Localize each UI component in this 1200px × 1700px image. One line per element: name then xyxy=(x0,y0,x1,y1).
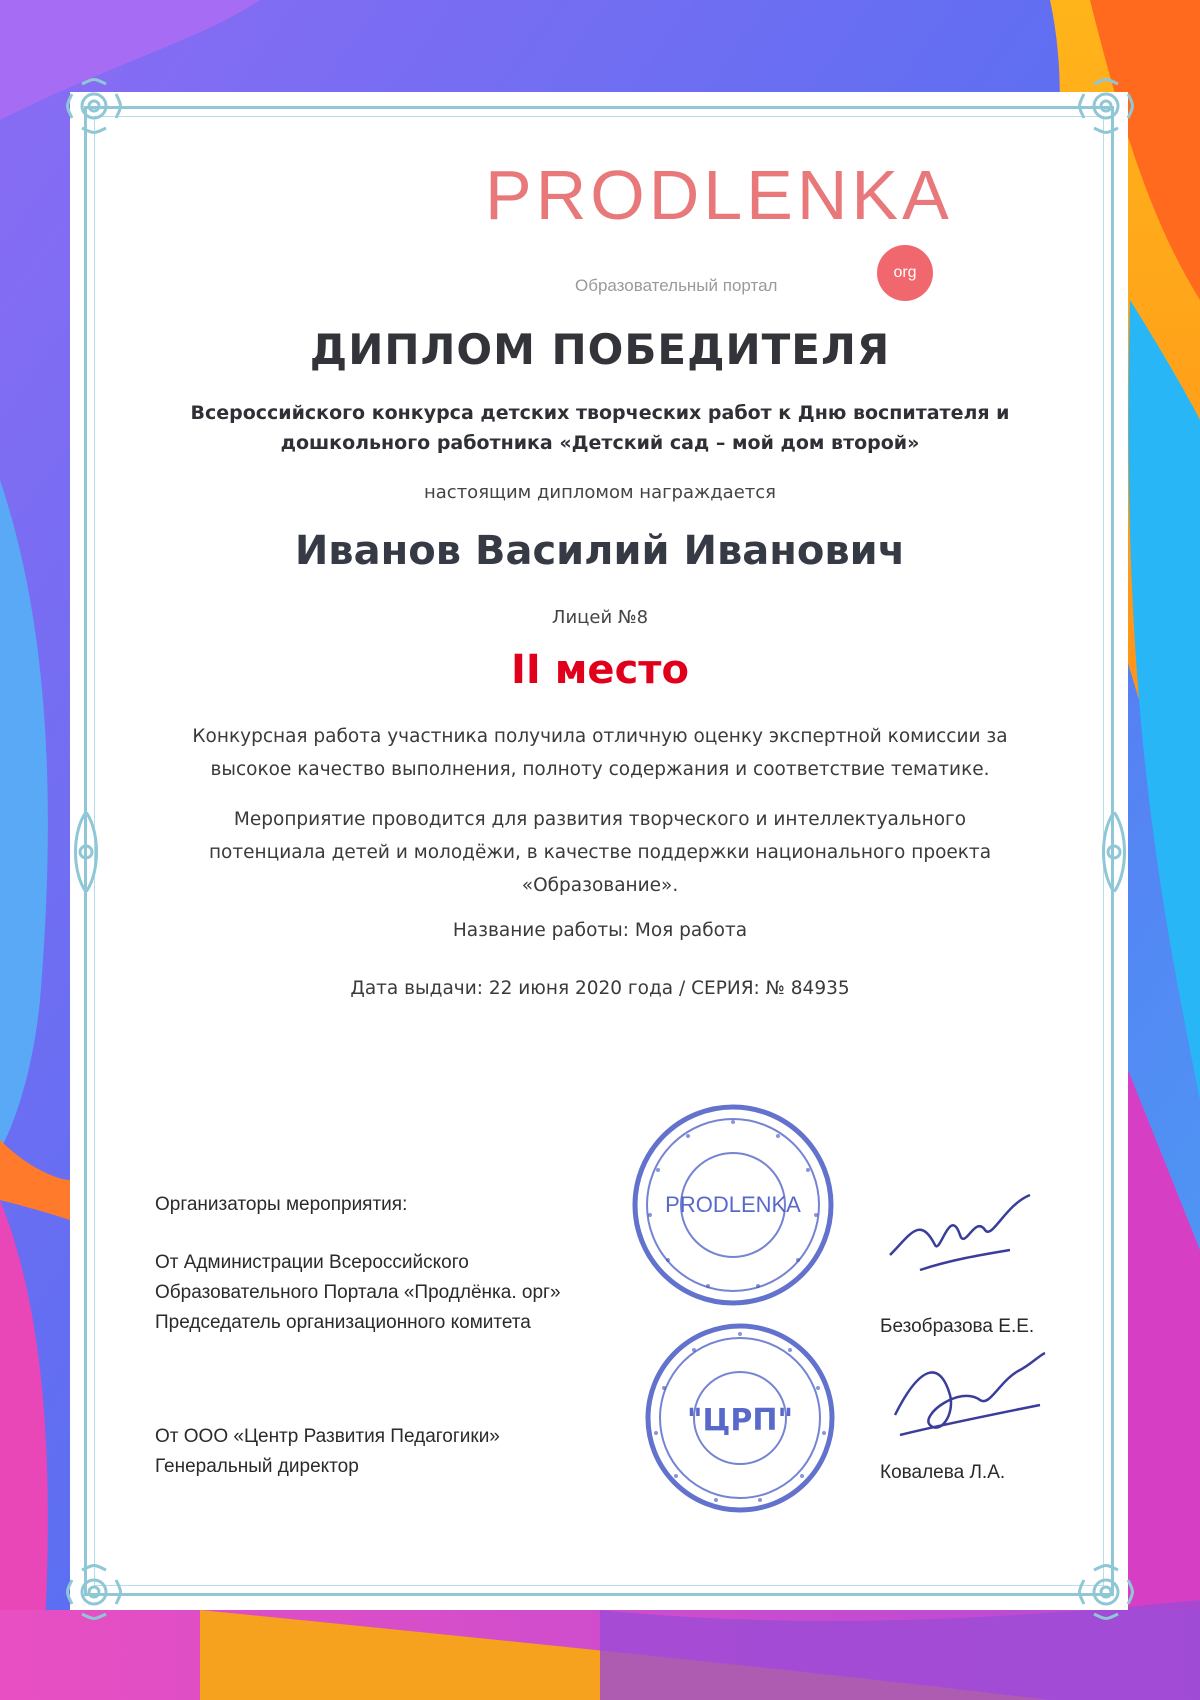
corner-ornament-icon xyxy=(1074,74,1138,138)
organizer-line: Образовательного Портала «Продлёнка. орг» xyxy=(155,1282,561,1303)
organizer-line: Председатель организационного комитета xyxy=(155,1312,531,1333)
organizer-2-block xyxy=(155,1422,500,1482)
corner-ornament-icon xyxy=(62,74,126,138)
organizer-line: От Администрации Всероссийского xyxy=(155,1252,469,1273)
logo-brand: PRODLENKA xyxy=(485,156,953,234)
subtitle-line: Всероссийского конкурса детских творческих работ к Дню воспитателя и xyxy=(190,402,1010,424)
crp-stamp xyxy=(640,1318,840,1518)
award-place: II место xyxy=(511,647,689,693)
logo-tagline: Образовательный портал xyxy=(575,276,778,295)
organizer-1-block xyxy=(155,1248,561,1338)
side-ornament-icon xyxy=(1094,812,1134,892)
signature-2 xyxy=(880,1345,1050,1455)
logo-tld-badge: org xyxy=(877,245,933,301)
stamp-1-text: PRODLENKA xyxy=(665,1192,801,1217)
corner-ornament-icon xyxy=(62,1560,126,1624)
work-name: Название работы: Моя работа xyxy=(452,920,748,941)
paragraph-line: «Образование». xyxy=(521,875,679,896)
issue-info: Дата выдачи: 22 июня 2020 года / СЕРИЯ: № 84935 xyxy=(350,978,850,999)
prodlenka-logo xyxy=(485,156,953,300)
stamp-2-text: "ЦРП" xyxy=(686,1403,794,1438)
recipient-name: Иванов Василий Иванович xyxy=(294,528,906,574)
subtitle-line: дошкольного работника «Детский сад – мой дом второй» xyxy=(280,432,920,454)
diploma-subtitle xyxy=(140,398,1060,458)
diploma-title: ДИПЛОМ ПОБЕДИТЕЛЯ xyxy=(309,325,891,374)
evaluation-paragraph xyxy=(140,720,1060,786)
corner-ornament-icon xyxy=(1074,1560,1138,1624)
signer-2-name: Ковалева Л.А. xyxy=(880,1462,1006,1483)
paragraph-line: Мероприятие проводится для развития творческого и интеллектуального xyxy=(233,809,967,830)
signer-1-name: Безобразова Е.Е. xyxy=(880,1316,1035,1337)
paragraph-line: Конкурсная работа участника получила отличную оценку экспертной комиссии за xyxy=(192,726,1008,747)
organizer-line: Генеральный директор xyxy=(155,1456,359,1477)
paragraph-line: высокое качество выполнения, полноту содержания и соответствие тематике. xyxy=(210,759,990,780)
organizer-line: От ООО «Центр Развития Педагогики» xyxy=(155,1426,500,1447)
purpose-paragraph xyxy=(140,803,1060,902)
prodlenka-stamp xyxy=(628,1100,838,1310)
recipient-organization: Лицей №8 xyxy=(551,607,649,628)
side-ornament-icon xyxy=(66,812,106,892)
paragraph-line: потенциала детей и молодёжи, в качестве поддержки национального проекта xyxy=(208,842,992,863)
organizers-heading: Организаторы мероприятия: xyxy=(155,1194,408,1215)
signature-1 xyxy=(880,1175,1040,1285)
awarded-text: настоящим дипломом награждается xyxy=(424,482,776,503)
